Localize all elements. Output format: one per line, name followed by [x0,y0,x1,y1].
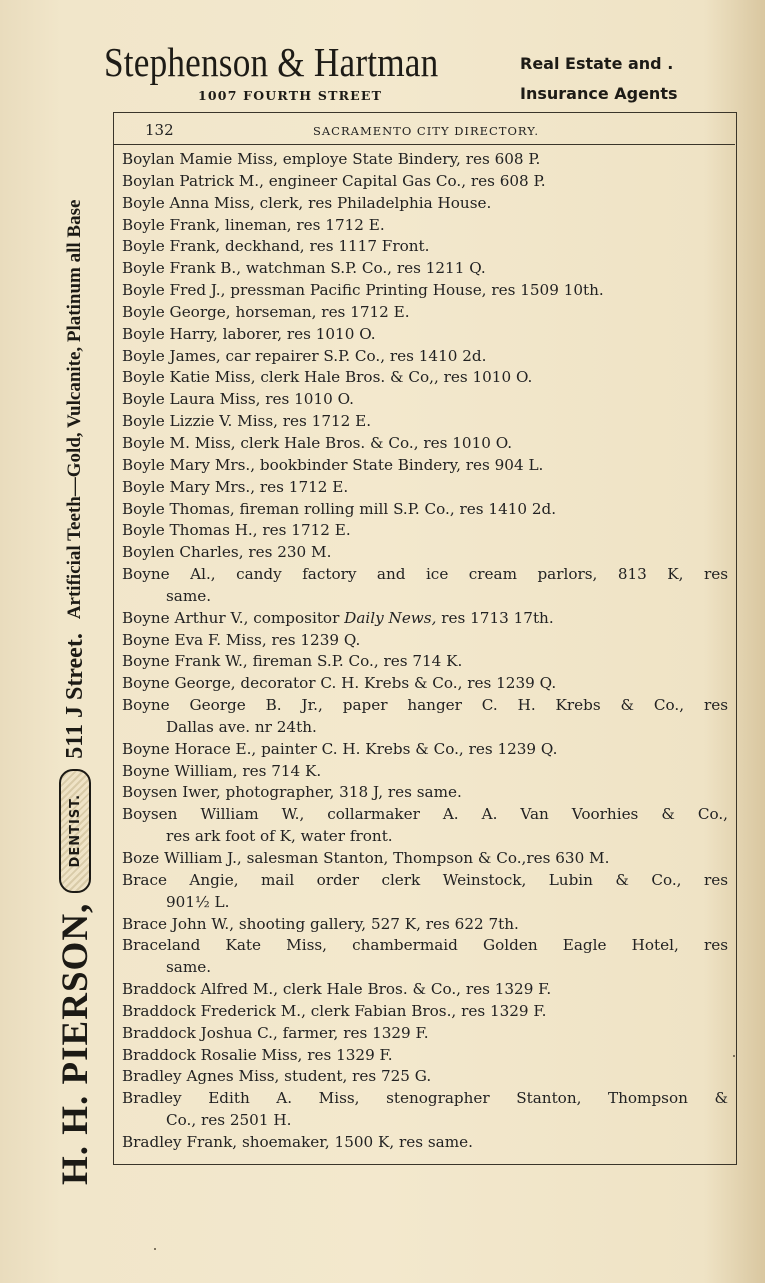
entry-line: Brace Angie, mail order clerk Weinstock, Lubin & Co., res [122,870,728,889]
directory-entry [122,433,728,455]
entry-line: Bradley Frank, shoemaker, 1500 K, res same. [122,1132,473,1151]
entry-line: Braceland Kate Miss, chambermaid Golden Eagle Hotel, res [122,936,728,955]
firm-name: Stephenson & Hartman [104,39,439,85]
entry-line: Boyne Frank W., fireman S.P. Co., res 714 K. [122,652,463,671]
directory-entry [122,804,728,848]
entry-line: Boyne Al., candy factory and ice cream parlors, 813 K, res [122,565,728,584]
entry-line: Boyne Eva F. Miss, res 1239 Q. [122,630,361,649]
entry-line: Boyle Laura Miss, res 1010 O. [122,390,355,409]
page-number: 132 [145,121,174,139]
entry-line: Boyle Thomas H., res 1712 E. [122,521,351,540]
entry-continuation-line: res ark foot of K, water front. [166,827,393,846]
entry-line: Boyle Mary Mrs., res 1712 E. [122,477,349,496]
directory-entry [122,455,728,477]
entry-line: Bradley Agnes Miss, student, res 725 G. [122,1067,432,1086]
firm-business [520,49,678,109]
entry-line: Boyle M. Miss, clerk Hale Bros. & Co., res 1010 O. [122,433,513,452]
entry-line: Boyle Lizzie V. Miss, res 1712 E. [122,412,372,431]
side-advertisement [50,65,100,1185]
directory-entry [122,914,728,936]
entry-newspaper-name: Daily News, [344,608,437,627]
entry-line: Boyle Anna Miss, clerk, res Philadelphia House. [122,193,492,212]
directory-entry [122,280,728,302]
directory-entry [122,935,728,979]
directory-entry [122,324,728,346]
directory-entries [122,149,728,1154]
directory-entry [122,782,728,804]
directory-entry [122,1001,728,1023]
directory-entry [122,739,728,761]
ad-street: 511 J Street. [61,633,88,759]
entry-line: Braddock Rosalie Miss, res 1329 F. [122,1045,393,1064]
directory-entry [122,1132,728,1154]
directory-entry [122,1023,728,1045]
entry-line: Boylan Mamie Miss, employe State Bindery, res 608 P. [122,150,541,168]
directory-entry [122,389,728,411]
directory-entry [122,236,728,258]
entry-line: Braddock Frederick M., clerk Fabian Bros., res 1329 F. [122,1001,547,1020]
ad-name: H. H. PIERSON, [54,902,96,1185]
directory-entry [122,367,728,389]
entry-line: Boyle Frank, lineman, res 1712 E. [122,215,385,234]
entry-line: Boylan Patrick M., engineer Capital Gas Co., res 608 P. [122,171,546,190]
directory-entry [122,215,728,237]
directory-entry [122,149,728,171]
entry-continuation-line: 901½ L. [166,892,230,911]
entry-continuation-line: same. [166,586,212,605]
directory-entry [122,1088,728,1132]
paper-speck [733,1055,735,1057]
entry-line [122,608,728,630]
directory-entry [122,608,728,630]
entry-line: Boyne George, decorator C. H. Krebs & Co., res 1239 Q. [122,674,557,693]
entry-line: Boyle Frank, deckhand, res 1117 Front. [122,237,430,256]
firm-business-line1: Real Estate and . [520,54,674,73]
running-head [113,118,735,145]
entry-line: Boyne William, res 714 K. [122,761,322,780]
firm-business-line2: Insurance Agents [520,84,678,103]
entry-line: Boysen William W., collarmaker A. A. Van Voorhies & Co., [122,805,728,824]
entry-line: Boyle Katie Miss, clerk Hale Bros. & Co,, res 1010 O. [122,368,533,387]
entry-text: res 1713 17th. [436,608,554,627]
entry-line: Boyne Horace E., painter C. H. Krebs & Co., res 1239 Q. [122,739,558,758]
directory-entry [122,193,728,215]
page-title: SACRAMENTO CITY DIRECTORY. [313,124,539,138]
entry-line: Boyle George, horseman, res 1712 E. [122,302,410,321]
entry-continuation-line: Dallas ave. nr 24th. [166,717,317,736]
entry-line: Braddock Joshua C., farmer, res 1329 F. [122,1023,429,1042]
entry-line: Boyle James, car repairer S.P. Co., res 1410 2d. [122,346,487,365]
entry-continuation-line: Co., res 2501 H. [166,1111,292,1130]
directory-entry [122,302,728,324]
directory-entry [122,499,728,521]
entry-line: Boyle Harry, laborer, res 1010 O. [122,324,376,343]
directory-entry [122,258,728,280]
entry-text: Boyne Arthur V., compositor [122,608,345,627]
directory-entry [122,542,728,564]
firm-address: 1007 FOURTH STREET [198,88,383,103]
entry-line: Boysen Iwer, photographer, 318 J, res same. [122,783,462,802]
directory-entry [122,1066,728,1088]
entry-line: Boyle Frank B., watchman S.P. Co., res 1211 Q. [122,259,486,278]
entry-line: Brace John W., shooting gallery, 527 K, res 622 7th. [122,914,519,933]
entry-line: Boylen Charles, res 230 M. [122,543,332,562]
directory-entry [122,979,728,1001]
directory-entry [122,171,728,193]
directory-entry [122,346,728,368]
entry-line: Boyle Fred J., pressman Pacific Printing House, res 1509 10th. [122,281,604,300]
entry-line: Boyne George B. Jr., paper hanger C. H. Krebs & Co., res [122,696,728,715]
directory-entry [122,695,728,739]
directory-entry [122,411,728,433]
entry-line: Boyle Thomas, fireman rolling mill S.P. Co., res 1410 2d. [122,499,557,518]
directory-entry [122,761,728,783]
directory-entry [122,1045,728,1067]
paper-speck [154,1248,156,1250]
directory-entry [122,477,728,499]
directory-entry [122,848,728,870]
directory-entry [122,630,728,652]
directory-entry [122,651,728,673]
directory-entry [122,673,728,695]
entry-line: Braddock Alfred M., clerk Hale Bros. & Co., res 1329 F. [122,980,552,999]
entry-line: Boze William J., salesman Stanton, Thompson & Co.,res 630 M. [122,849,610,867]
ad-tagline: Artificial Teeth—Gold, Vulcanite, Platinum all Base [64,199,85,620]
directory-entry [122,870,728,914]
directory-entry [122,520,728,542]
ad-badge: DENTIST. [59,769,91,893]
entry-continuation-line: same. [166,958,212,977]
entry-line: Boyle Mary Mrs., bookbinder State Bindery, res 904 L. [122,455,544,474]
directory-entry [122,564,728,608]
entry-line: Bradley Edith A. Miss, stenographer Stanton, Thompson & [122,1089,728,1108]
